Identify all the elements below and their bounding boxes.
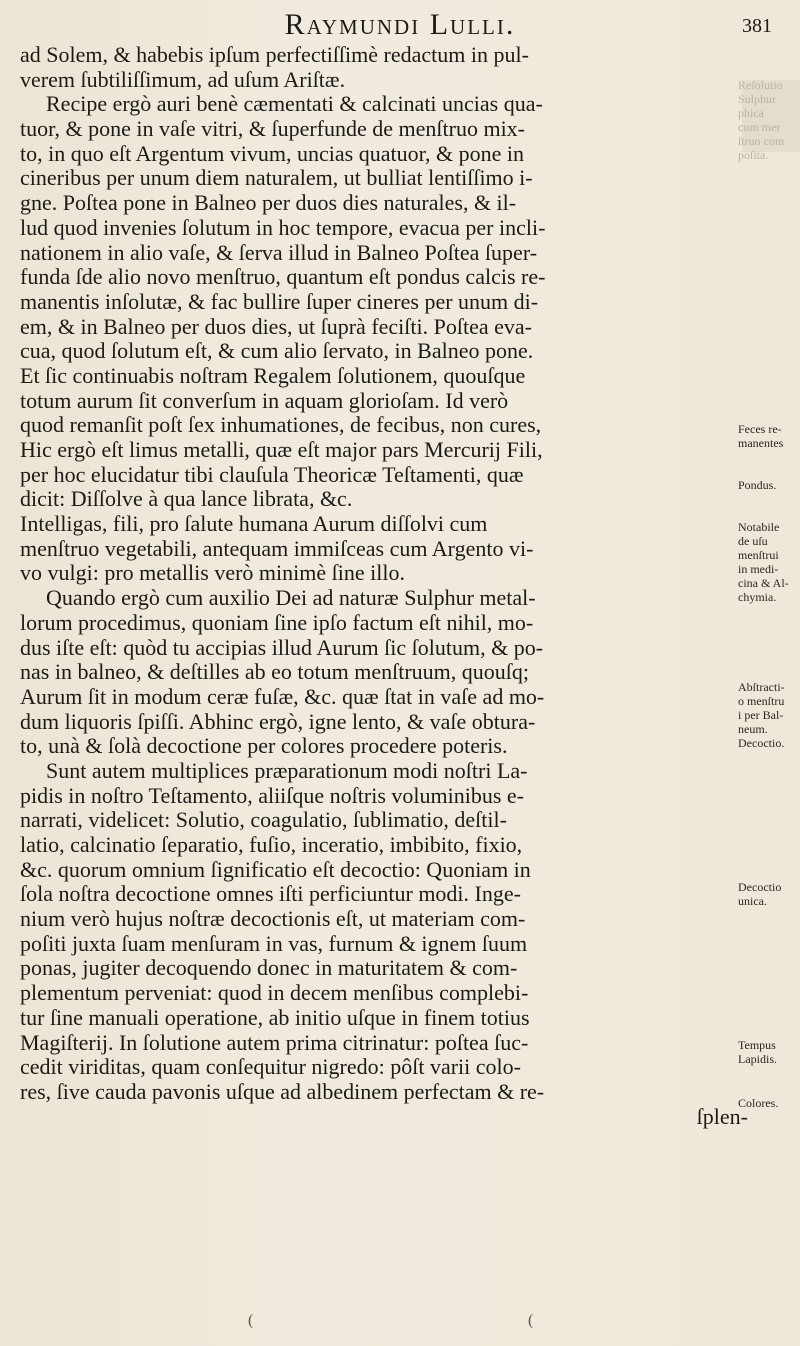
main-text-block — [20, 43, 762, 1129]
text-line: Aurum ſit in modum ceræ fuſæ, &c. quæ ſtat in vaſe ad mo- — [20, 683, 545, 709]
text-line: tuor, & pone in vaſe vitri, & ſuperfunde de menſtruo mix- — [20, 116, 526, 142]
text-line: pidis in noſtro Teſtamento, aliiſque noſtris voluminibus e- — [20, 782, 525, 808]
text-line: latio, calcinatio ſeparatio, fuſio, inceratio, imbibito, fixio, — [20, 832, 523, 857]
margin-note: Abſtracti- o menſtru i per Bal- neum. Decoctio. — [738, 680, 785, 750]
text-line: Intelligas, fili, pro ſalute humana Aurum diſſolvi cum — [20, 511, 488, 537]
text-line: res, ſive cauda pavonis uſque ad albedinem perfectam & re- — [20, 1078, 545, 1104]
text-line: to, unà & ſolà decoctione per colores procedere poteris. — [20, 733, 508, 759]
margin-note: Reſolutio Sulphur phica cum mer ſtruo com poſita. — [738, 78, 785, 162]
text-line: Et ſic continuabis noſtram Regalem ſolutionem, quouſque — [20, 362, 526, 388]
text-line: lorum procedimus, quoniam ſine ipſo factum eſt nihil, mo- — [20, 609, 534, 635]
text-line: ponas, jugiter decoquendo donec in maturitatem & com- — [20, 955, 518, 981]
text-line: tur ſine manuali operatione, ab initio uſque in finem totius — [20, 1004, 530, 1030]
text-line: gne. Poſtea pone in Balneo per duos dies naturales, & il- — [20, 190, 517, 216]
text-line: to, in quo eſt Argentum vivum, uncias quatuor, & pone in — [20, 140, 525, 166]
text-line: Quando ergò cum auxilio Dei ad naturæ Sulphur metal- — [46, 585, 536, 611]
text-line: cedit viriditas, quam conſequitur nigredo: pôſt varii colo- — [20, 1054, 521, 1080]
text-line: manentis inſolutæ, & fac bullire ſuper cineres per unum di- — [20, 288, 539, 314]
text-line: Sunt autem multiplices præparationum modi noſtri La- — [46, 757, 528, 783]
text-line: Hic ergò eſt limus metalli, quæ eſt major pars Mercurij Fili, — [20, 437, 543, 462]
text-line: cua, quod ſolutum eſt, & cum alio ſervato, in Balneo pone. — [20, 338, 534, 364]
text-line: dicit: Diſſolve à qua lance librata, &c. — [20, 486, 353, 512]
margin-note: Decoctio unica. — [738, 880, 782, 908]
text-line: quod remanſit poſt ſex inhumationes, de fecibus, non cures, — [20, 412, 542, 438]
text-line: dum liquoris ſpiſſi. Abhinc ergò, igne lento, & vaſe obtura- — [20, 708, 536, 734]
text-line: plementum perveniat: quod in decem menſibus complebi- — [20, 980, 529, 1006]
text-line: menſtruo vegetabili, antequam immiſceas cum Argento vi- — [20, 535, 534, 561]
binding-mark-right: ( — [528, 1312, 534, 1329]
text-line: per hoc elucidatur tibi clauſula Theoricæ Teſtamenti, quæ — [20, 461, 524, 487]
text-line: nium verò hujus noſtræ decoctionis eſt, ut materiam com- — [20, 906, 526, 932]
text-line: Recipe ergò auri benè cæmentati & calcinati uncias qua- — [46, 91, 543, 117]
text-line: poſiti juxta ſuam menſuram in vas, furnum & ignem ſuum — [20, 930, 528, 956]
margin-note: Notabile de uſu menſtrui in medi- cina & Al- chymia. — [738, 520, 789, 604]
text-line: Magiſterij. In ſolutione autem prima citrinatur: poſtea ſuc- — [20, 1029, 529, 1055]
text-line: vo vulgi: pro metallis verò minimè ſine illo. — [20, 560, 405, 586]
text-line: cineribus per unum diem naturalem, ut bulliat lentiſſimo i- — [20, 165, 533, 191]
text-line: ſola noſtra decoctione omnes iſti perficiuntur modi. Inge- — [20, 881, 521, 907]
text-line: funda ſde alio novo menſtruo, quantum eſt pondus calcis re- — [20, 264, 546, 290]
text-line: verem ſubtiliſſimum, ad uſum Ariſtæ. — [20, 66, 346, 92]
margin-note: Colores. — [738, 1096, 779, 1110]
margin-note: Pondus. — [738, 478, 777, 492]
margin-note: Tempus Lapidis. — [738, 1038, 777, 1066]
text-line: em, & in Balneo per duos dies, ut ſuprà feciſti. Poſtea eva- — [20, 313, 532, 339]
text-line: totum aurum ſit converſum in aquam glorioſam. Id verò — [20, 387, 509, 413]
margin-note: Feces re- manentes — [738, 422, 784, 450]
text-line: &c. quorum omnium ſignificatio eſt decoctio: Quoniam in — [20, 856, 531, 882]
page-number: 381 — [742, 15, 772, 37]
binding-mark-left: ( — [248, 1312, 254, 1329]
text-line: lud quod invenies ſolutum in hoc tempore, evacua per incli- — [20, 214, 546, 240]
text-line: ſplen- — [696, 1103, 748, 1129]
running-head: Raymundi Lulli. — [284, 8, 516, 41]
text-line: nas in balneo, & deſtilles ab eo totum menſtruum, quouſq; — [20, 659, 529, 685]
text-line: nationem in alio vaſe, & ſerva illud in Balneo Poſtea ſuper- — [20, 239, 538, 265]
text-line: dus iſte eſt: quòd tu accipias illud Aurum ſic ſolutum, & po- — [20, 634, 544, 660]
text-line: narrati, videlicet: Solutio, coagulatio, ſublimatio, deſtil- — [20, 807, 507, 833]
text-line: ad Solem, & habebis ipſum perfectiſſimè redactum in pul- — [20, 42, 529, 67]
